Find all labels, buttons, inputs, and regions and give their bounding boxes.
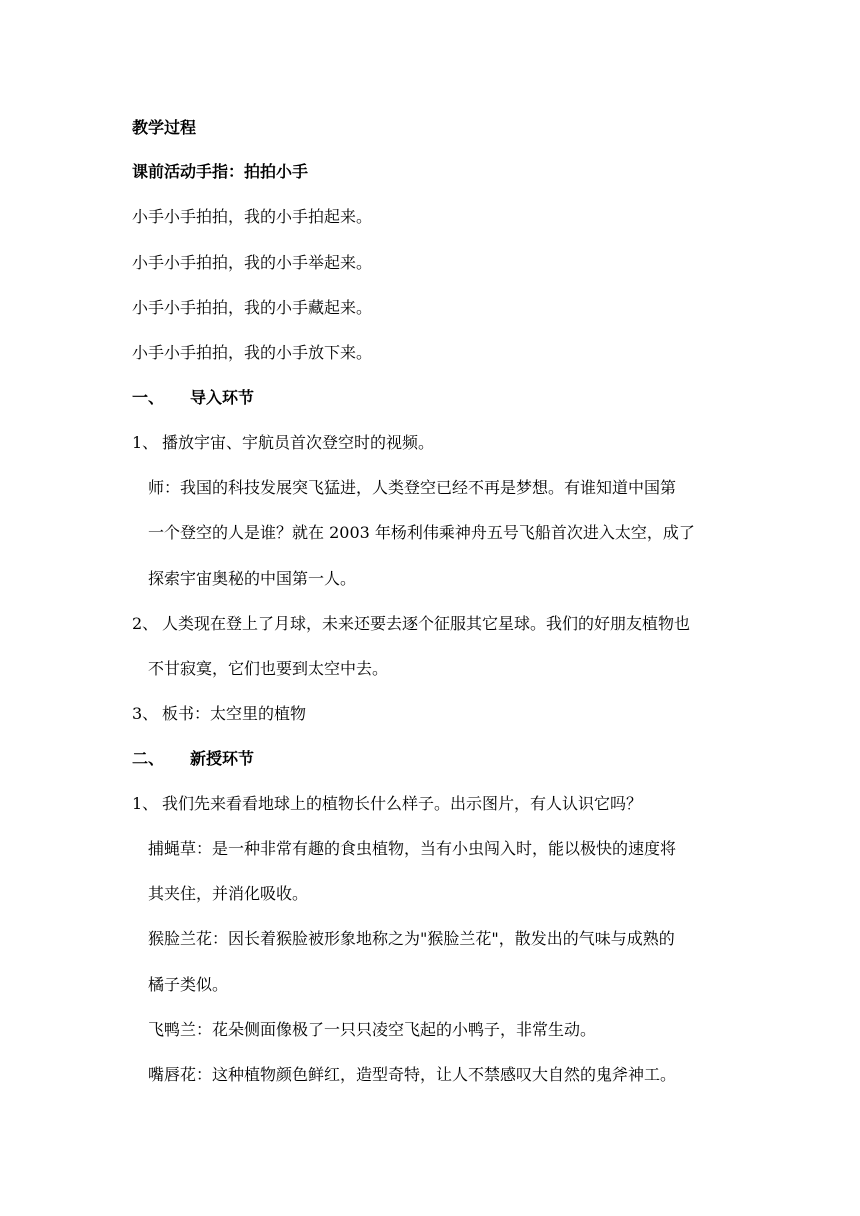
- paragraph-line: 探索宇宙奥秘的中国第一人。: [148, 569, 357, 588]
- list-number: 1、: [132, 433, 159, 452]
- list-item: [132, 614, 742, 634]
- plant-description: 嘴唇花：这种植物颜色鲜红，造型奇特，让人不禁感叹大自然的鬼斧神工。: [148, 1065, 677, 1084]
- section-number: 二、: [132, 749, 165, 768]
- list-text: 播放宇宙、宇航员首次登空时的视频。: [162, 433, 435, 452]
- section-title: 新授环节: [190, 749, 255, 768]
- plant-description: 猴脸兰花：因长着猴脸被形象地称之为"猴脸兰花"，散发出的气味与成熟的: [148, 929, 675, 948]
- section-number: 一、: [132, 388, 165, 407]
- list-item: [132, 794, 742, 814]
- warmup-line: 小手小手拍拍，我的小手放下来。: [132, 343, 373, 362]
- warmup-line: 小手小手拍拍，我的小手藏起来。: [132, 298, 373, 317]
- section-heading-1: [132, 388, 742, 408]
- section-heading-2: [132, 749, 742, 769]
- list-number: 1、: [132, 794, 159, 813]
- plant-description: 橘子类似。: [148, 975, 229, 994]
- page-heading: 教学过程: [132, 118, 197, 137]
- paragraph-line: 一个登空的人是谁？就在 2003 年杨利伟乘神舟五号飞船首次进入太空，成了: [148, 523, 695, 542]
- plant-description: 其夹住，并消化吸收。: [148, 884, 309, 903]
- list-item: [132, 704, 742, 724]
- plant-description: 飞鸭兰：花朵侧面像极了一只只凌空飞起的小鸭子，非常生动。: [148, 1020, 597, 1039]
- paragraph-line: 师：我国的科技发展突飞猛进，人类登空已经不再是梦想。有谁知道中国第: [148, 478, 677, 497]
- warmup-line: 小手小手拍拍，我的小手拍起来。: [132, 207, 373, 226]
- paragraph-line: 不甘寂寞，它们也要到太空中去。: [148, 659, 389, 678]
- plant-description: 捕蝇草：是一种非常有趣的食虫植物，当有小虫闯入时，能以极快的速度将: [148, 839, 677, 858]
- list-number: 2、: [132, 614, 159, 633]
- warmup-title: 课前活动手指：拍拍小手: [132, 162, 309, 181]
- list-text: 我们先来看看地球上的植物长什么样子。出示图片，有人认识它吗？: [162, 794, 643, 813]
- section-title: 导入环节: [190, 388, 255, 407]
- list-item: [132, 433, 742, 453]
- list-text: 人类现在登上了月球，未来还要去逐个征服其它星球。我们的好朋友植物也: [162, 614, 691, 633]
- list-number: 3、: [132, 704, 159, 723]
- list-text: 板书：太空里的植物: [162, 704, 307, 723]
- warmup-line: 小手小手拍拍，我的小手举起来。: [132, 253, 373, 272]
